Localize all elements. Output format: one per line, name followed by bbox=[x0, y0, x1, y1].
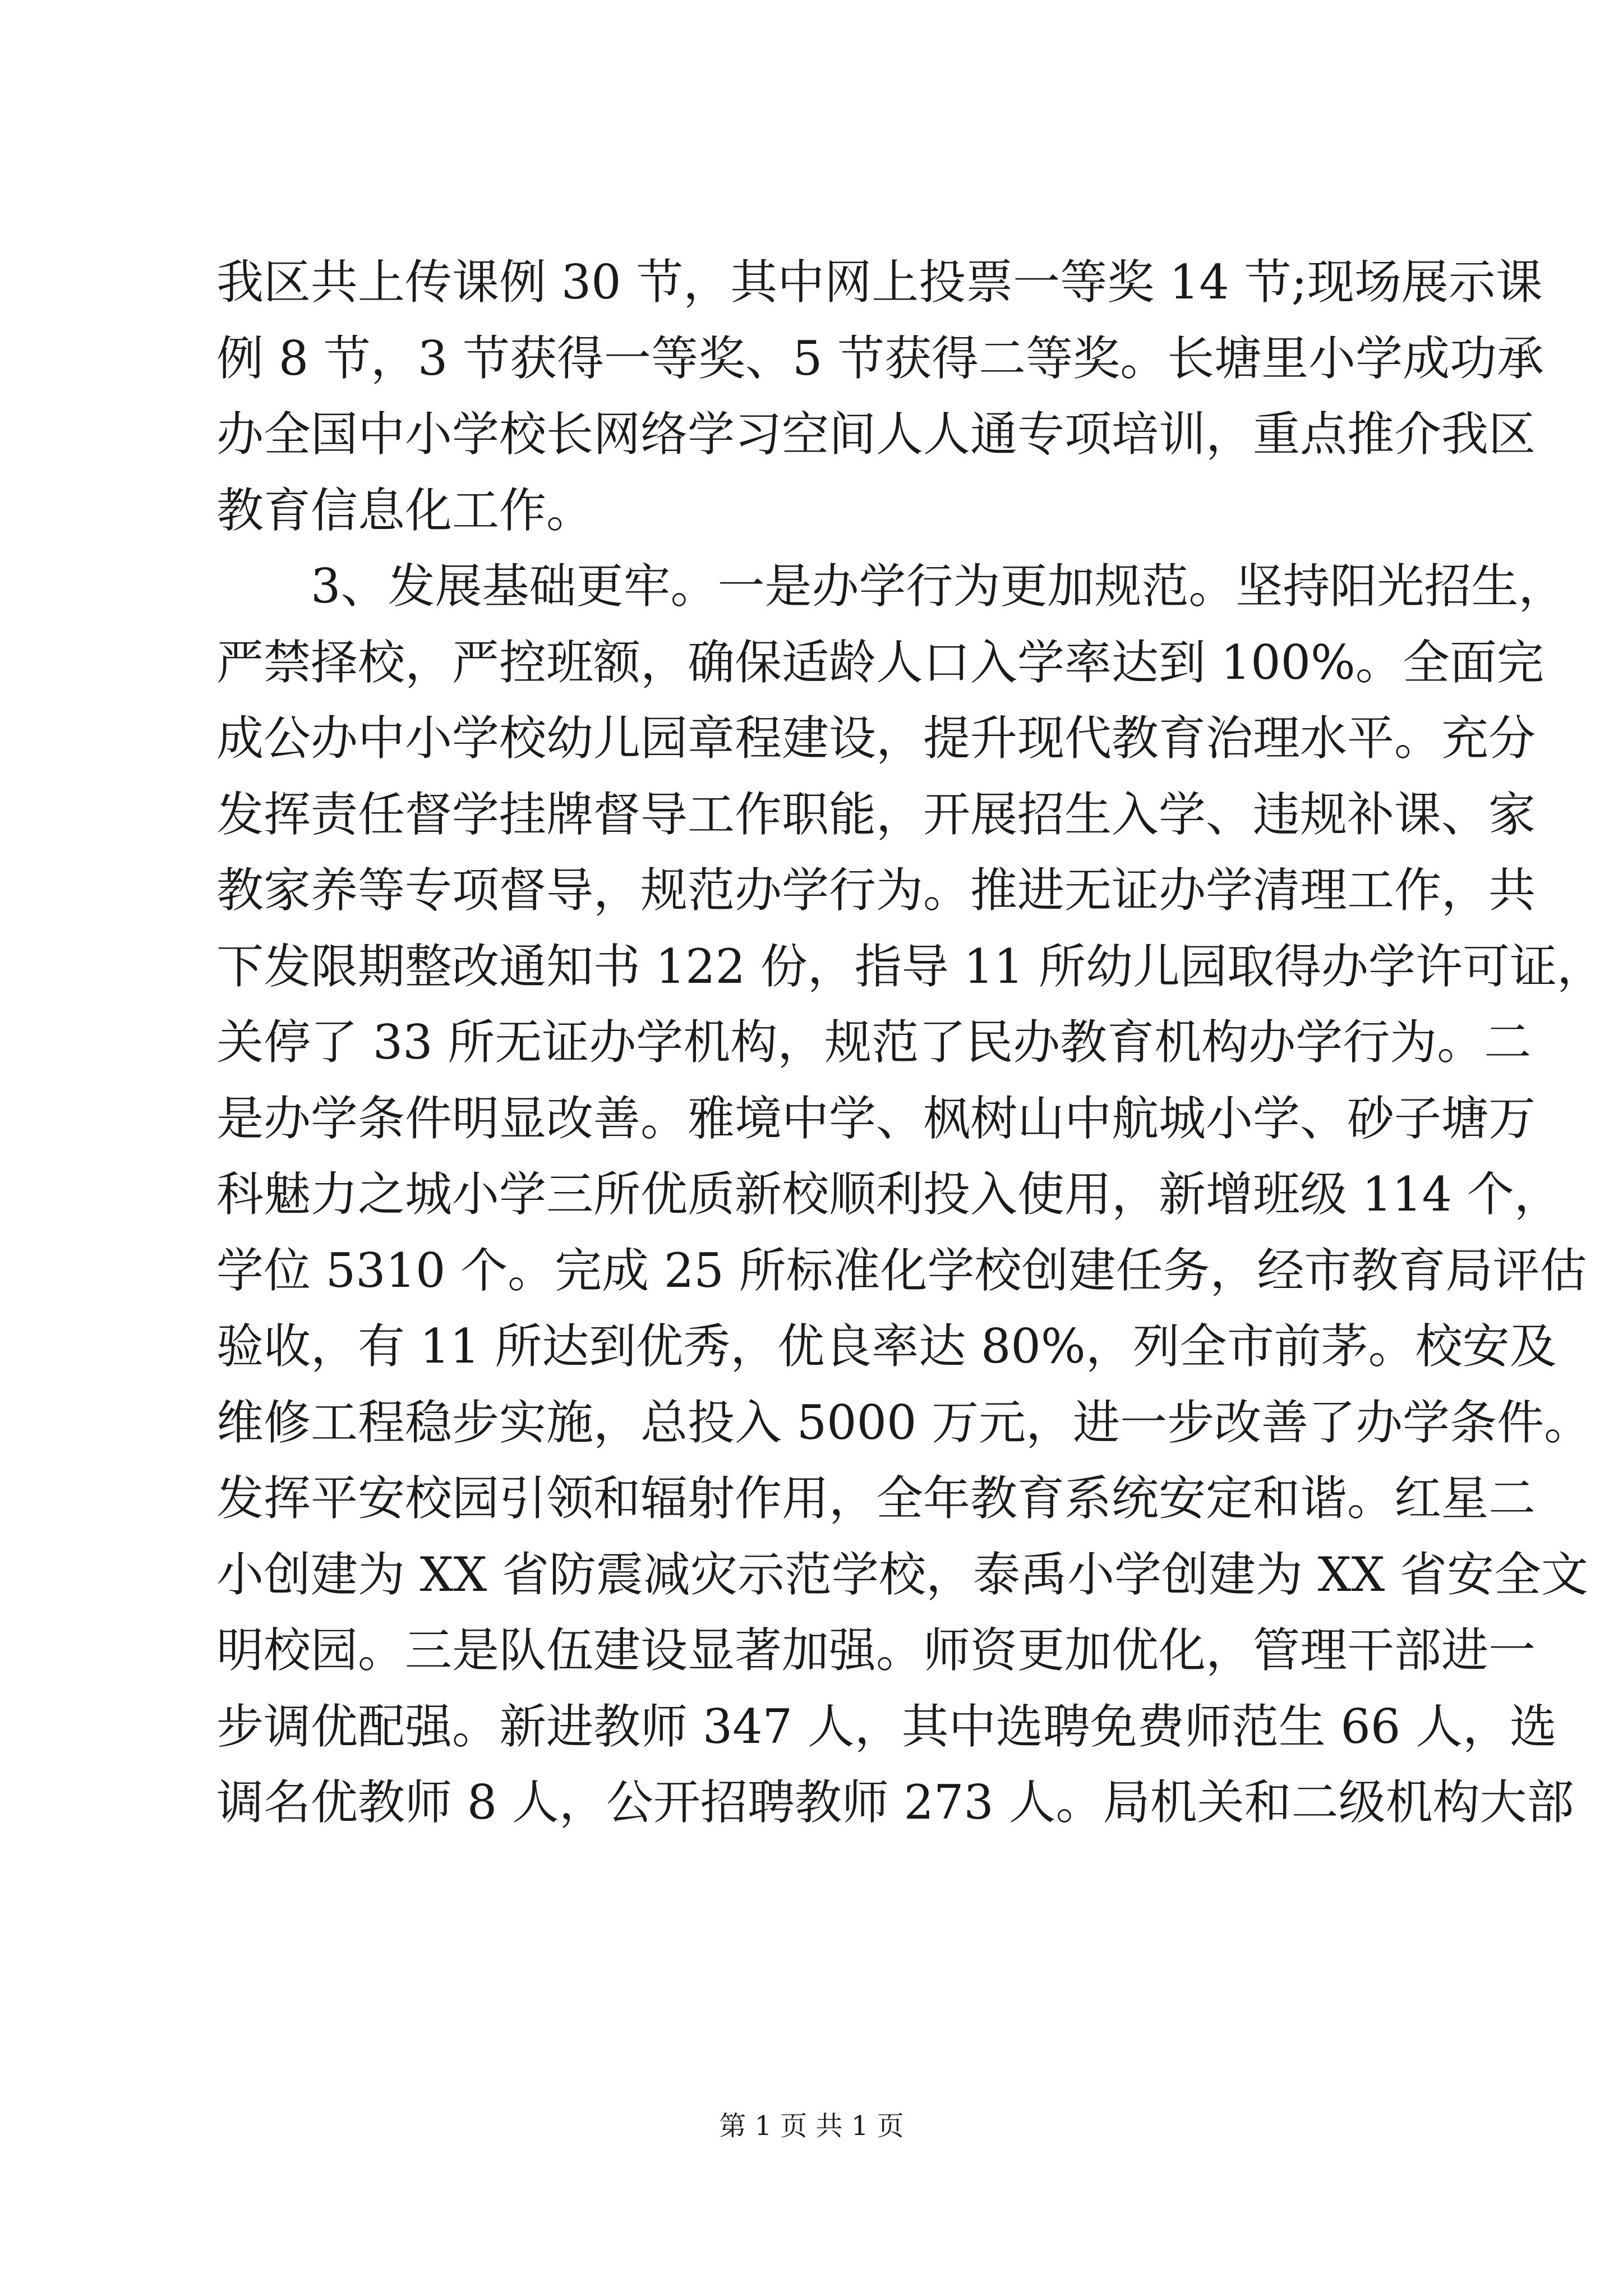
text-line: 教育信息化工作。 bbox=[216, 482, 594, 538]
text-line: 验收，有 11 所达到优秀，优良率达 80%，列全市前茅。校安及 bbox=[216, 1319, 1557, 1374]
text-line: 明校园。三是队伍建设显著加强。师资更加优化，管理干部进一 bbox=[216, 1623, 1536, 1678]
text-line: 调名优教师 8 人，公开招聘教师 273 人。局机关和二级机构大部 bbox=[216, 1775, 1574, 1830]
text-line: 成公办中小学校幼儿园章程建设，提升现代教育治理水平。充分 bbox=[216, 711, 1536, 766]
text-line: 小创建为 XX 省防震减灾示范学校，泰禹小学创建为 XX 省安全文 bbox=[216, 1547, 1589, 1602]
text-line: 下发限期整改通知书 122 份，指导 11 所幼儿园取得办学许可证， bbox=[216, 938, 1604, 994]
text-line: 科魅力之城小学三所优质新校顺利投入使用，新增班级 114 个， bbox=[216, 1167, 1561, 1222]
text-line: 发挥责任督学挂牌督导工作职能，开展招生入学、违规补课、家 bbox=[216, 786, 1536, 842]
text-line: 办全国中小学校长网络学习空间人人通专项培训，重点推介我区 bbox=[216, 407, 1536, 462]
text-line: 我区共上传课例 30 节，其中网上投票一等奖 14 节;现场展示课 bbox=[216, 255, 1543, 310]
text-line: 例 8 节，3 节获得一等奖、5 节获得二等奖。长塘里小学成功承 bbox=[216, 330, 1544, 386]
page-number: 第 1 页 共 1 页 bbox=[719, 2110, 904, 2142]
text-line: 严禁择校，严控班额，确保适龄人口入学率达到 100%。全面完 bbox=[216, 634, 1544, 690]
text-line: 是办学条件明显改善。雅境中学、枫树山中航城小学、砂子塘万 bbox=[216, 1091, 1536, 1146]
text-line: 学位 5310 个。完成 25 所标准化学校创建任务，经市教育局评估 bbox=[216, 1243, 1587, 1298]
page-footer bbox=[0, 2109, 1623, 2143]
text-line: 3、发展基础更牢。一是办学行为更加规范。坚持阳光招生， bbox=[311, 559, 1566, 614]
text-line: 关停了 33 所无证办学机构，规范了民办教育机构办学行为。二 bbox=[216, 1015, 1532, 1070]
document-body bbox=[216, 255, 1604, 1852]
text-line: 发挥平安校园引领和辐射作用，全年教育系统安定和谐。红星二 bbox=[216, 1471, 1536, 1526]
text-line: 维修工程稳步实施，总投入 5000 万元，进一步改善了办学条件。 bbox=[216, 1395, 1592, 1450]
text-line: 教家养等专项督导，规范办学行为。推进无证办学清理工作，共 bbox=[216, 863, 1536, 918]
text-line: 步调优配强。新进教师 347 人，其中选聘免费师范生 66 人，选 bbox=[216, 1699, 1557, 1754]
